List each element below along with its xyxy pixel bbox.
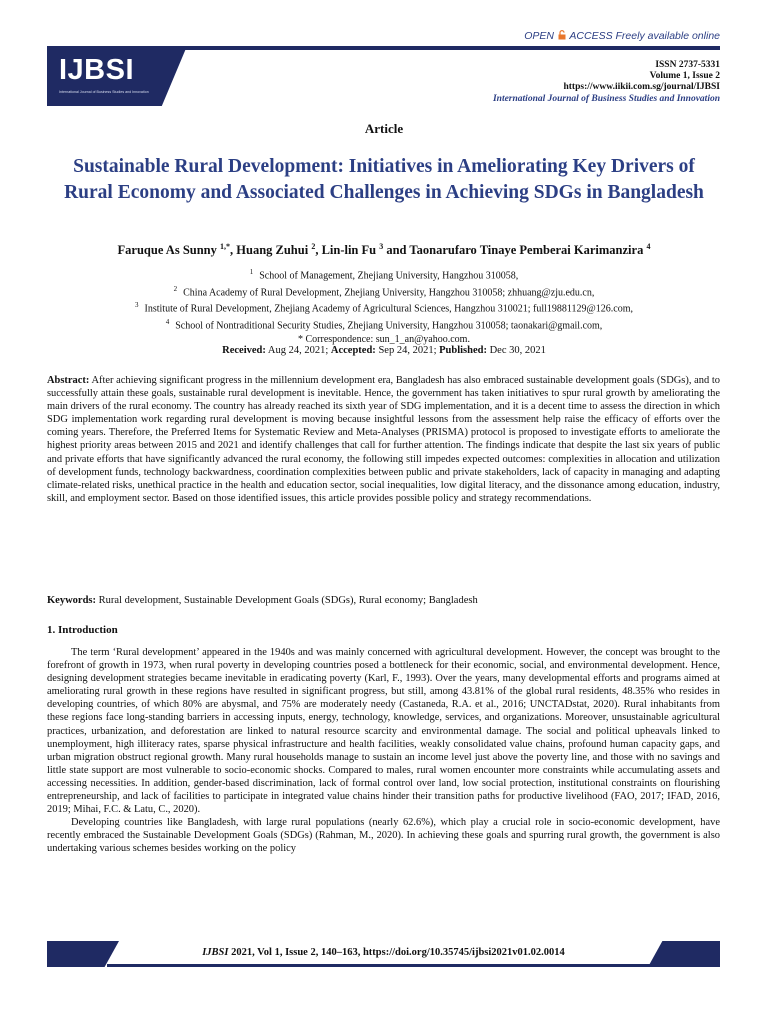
- published-label: Published:: [439, 345, 487, 356]
- affiliation: [0, 266, 768, 283]
- page-footer: [47, 941, 720, 967]
- open-access-prefix: OPEN: [524, 30, 554, 42]
- article-type: Article: [364, 121, 404, 136]
- section-body: [47, 646, 720, 856]
- affiliation-text: China Academy of Rural Development, Zhejiang University, Hangzhou 310058; zhhuang@zju.edu.cn,: [183, 287, 595, 299]
- affiliation-marker: 2: [173, 284, 178, 293]
- open-lock-icon: [558, 30, 566, 40]
- body-paragraph: The term ‘Rural development’ appeared in the 1940s and was mainly concerned with agricultural development. However, the concept was brought to the forefront of growth in 1973, when rural poverty in developing countries posed a bottleneck for their economic, social, and environmental development. Hence, designing development strategies became inevitable in eradicating poverty (Karl, F., 1993). Over the years, many developmental efforts and programs aimed at ameliorating rural growth in these regions have resulted in significant progress, but still, among 43.81% of the global rural residents, 48.35% who resides in developing countries, of which 80% are abysmal, and 75% are moderately needy (Castaneda, R.A. et al., 2016; UNCTADstat, 2020). Rural inhabitants from these regions face long-standing barriers in accessing inputs, energy, technology, knowledge, services, and organizations. Moreover, unsustainable agricultural practices, urbanization, and deforestation are linked to natural resource scarcity and environmental damage. The social and political upheavals linked to unemployment, high illiteracy rates, sparse physical infrastructure and health facilities, weakly consolidated value chains, profound human capacity gaps, and urban migration obstruct regional growth. Many rural households manage to sustain an income level just above the poverty line, and those with no savings and little state support are most vulnerable to socio-economic shocks. Compared to males, rural women encounter more constraints while accumulating assets and accessing necessities. In addition, gender-based discrimination, lack of formal control over land, low social protection, institutional constraints on flourishing entrepreneurship, and lack of facilities to participate in integrated value chains hinder their transition paths for productive livelihood (FAO, 2017; IFAD, 2016, 2019; Mihai, F.C. & Latu, C., 2020).: [47, 647, 720, 816]
- received-date: Aug 24, 2021;: [267, 345, 329, 356]
- affiliation-text: School of Nontraditional Security Studies, Zhejiang University, Hangzhou 310058; taonakari@gmail.com,: [175, 320, 603, 332]
- abstract-text: After achieving significant progress in the millennium development era, Bangladesh has also embraced sustainable development goals (SDGs), and to successfully attain these goals, sustainable rural development is inevitable. Hence, the government has taken initiatives to spur rural growth by ameliorating the main drivers of the rural economy. The country has already reached its sixth year of SDG implementation, and it is a decent time to assess the direction in which SDG implementation work regarding rural development is moving because insightful lessons from the assessment help raise the efficacy of efforts over the coming years. Therefore, the Preferred Items for Systematic Review and Meta-Analyses (PRISMA) protocol is proposed to investigate efforts to ameliorate the highest priority areas between 2015 and 2021 and identify challenges that call for further attention. The findings indicate that despite the last six years of public and private efforts that have significantly advanced the rural economy, the following still impedes expected outcomes: complexities in allocation and utilization of development funds, technology backwardness, coordination complexities between public and private stakeholders, lack of capacity in managing and adapting climate-related risks, unethical practice in the health and education sector, social inequalities, low digital literacy, and the dissonance among education, industry, skill, and employment sector. Based on those identified issues, this article provides possible policy and strategy recommendations.: [47, 375, 720, 504]
- author-name: Huang Zuhui: [236, 243, 309, 258]
- footer-citation-text[interactable]: 2021, Vol 1, Issue 2, 140–163, https://doi.org/10.35745/ijbsi2021v01.02.0014: [231, 947, 565, 958]
- footer-journal-abbr: IJBSI: [202, 947, 229, 958]
- affiliation: [0, 283, 768, 300]
- affiliation-text: School of Management, Zhejiang University, Hangzhou 310058,: [259, 270, 519, 282]
- author-affil-marker: 3: [379, 242, 384, 251]
- author-name: Taonarufaro Tinaye Pemberai Karimanzira: [409, 243, 644, 258]
- open-access-label: [524, 30, 720, 42]
- journal-url-link[interactable]: https://www.iikii.com.sg/journal/IJBSI: [563, 82, 720, 93]
- abstract: [47, 374, 720, 505]
- keywords: [47, 595, 720, 606]
- author-name: Faruque As Sunny: [117, 243, 217, 258]
- keywords-text: Rural development, Sustainable Development Goals (SDGs), Rural economy; Bangladesh: [98, 595, 478, 606]
- affiliation-marker: 1: [249, 268, 254, 276]
- issn: ISSN 2737-5331: [655, 60, 720, 70]
- volume-issue: Volume 1, Issue 2: [649, 71, 720, 82]
- author-affil-marker: 4: [646, 242, 651, 251]
- author-name: Lin-lin Fu: [321, 243, 377, 258]
- correspondence-text: * Correspondence: sun_1_an@yahoo.com.: [298, 333, 470, 345]
- journal-banner: [47, 46, 720, 106]
- journal-meta: [493, 60, 720, 105]
- section-heading: 1. Introduction: [47, 624, 118, 636]
- received-label: Received:: [222, 345, 266, 356]
- footer-rule: [107, 964, 660, 967]
- publication-dates: [0, 345, 768, 356]
- author-affil-marker: 1,*: [220, 242, 231, 251]
- body-paragraph: Developing countries like Bangladesh, with large rural populations (nearly 62.6%), which play a crucial role in socio-economic development, have recently embraced the Sustainable Development Goals (SDGs) (Rahman, M., 2020). In achieving these goals and spurring rural growth, the government is also undertaking various schemes besides working on the policy: [47, 817, 720, 855]
- author-list: Faruque As Sunny $^{1,*}$, Huang Zuhui $^2$, Lin-lin Fu $^3$ and Taonarufaro Tinaye Pemberai Karimanzira $^4$: [117, 242, 651, 258]
- journal-logo[interactable]: IJBSI: [59, 54, 135, 86]
- affiliation-marker: 3: [135, 301, 139, 310]
- author-affil-marker: 2: [311, 242, 316, 251]
- affiliation-marker: 4: [165, 318, 170, 327]
- journal-name: International Journal of Business Studies and Innovation: [492, 93, 720, 104]
- accepted-label: Accepted:: [330, 345, 376, 356]
- journal-logo-subtitle: International Journal of Business Studies and Innovation: [59, 90, 149, 94]
- affiliation: [0, 316, 768, 333]
- published-date: Dec 30, 2021: [489, 345, 546, 356]
- keywords-label: Keywords:: [47, 595, 96, 606]
- affiliation: [0, 299, 768, 316]
- footer-citation: [47, 947, 720, 958]
- banner-rule: [147, 46, 720, 50]
- affiliation-list: [0, 266, 768, 346]
- accepted-date: Sep 24, 2021;: [378, 345, 437, 356]
- open-access-suffix: ACCESS Freely available online: [569, 30, 720, 42]
- abstract-label: Abstract:: [47, 375, 90, 386]
- paper-title: Sustainable Rural Development: Initiatives in Ameliorating Key Drivers of Rural Economy and Associated Challenges in Achieving SDGs in Bangladesh: [64, 156, 704, 203]
- affiliation-text: Institute of Rural Development, Zhejiang Academy of Agricultural Sciences, Hangzhou 310021; full19881129@126.com,: [144, 303, 633, 315]
